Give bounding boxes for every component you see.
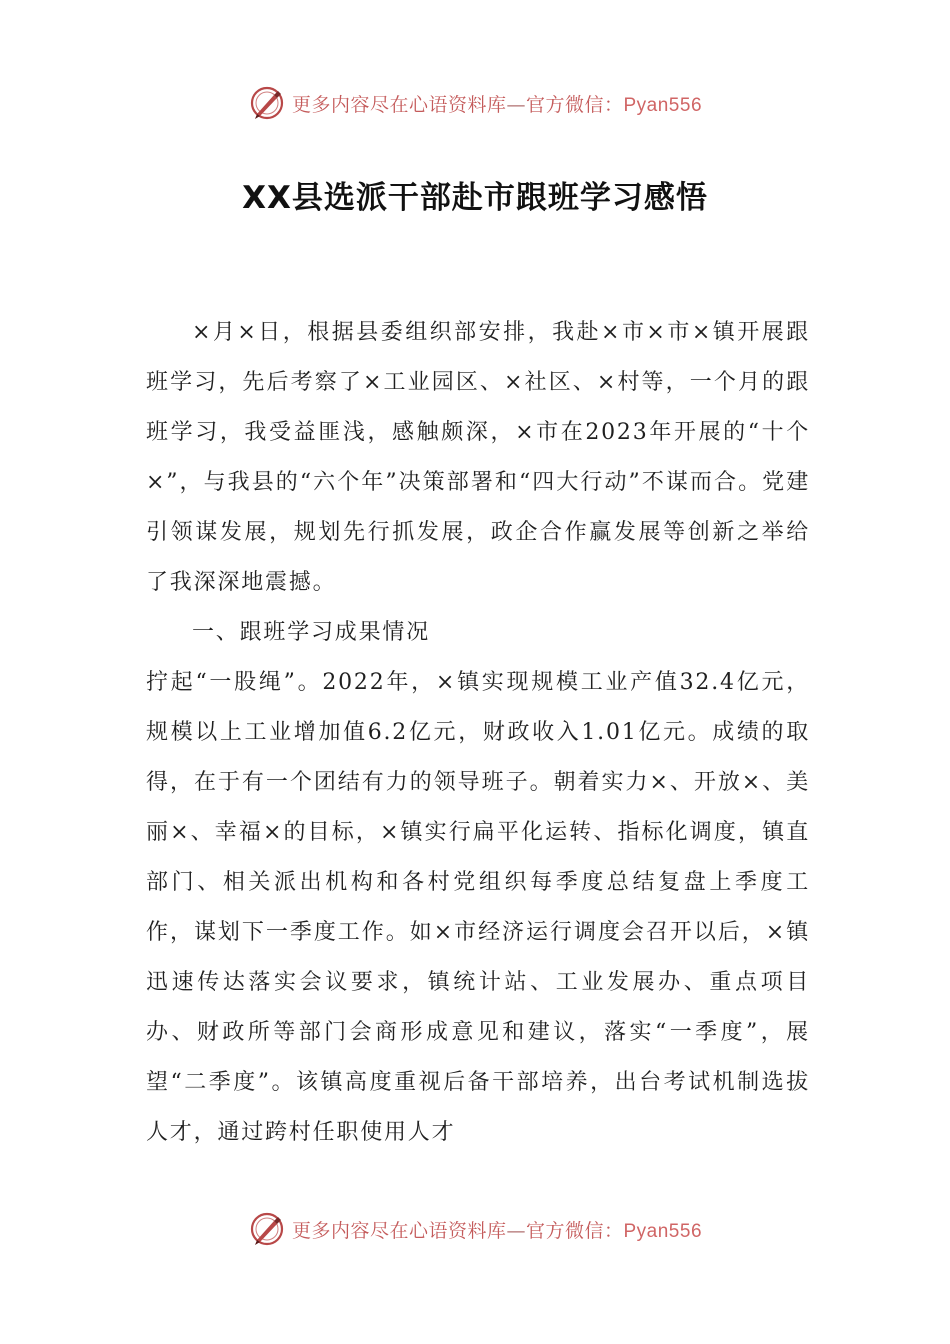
banner-separator: — (506, 93, 526, 116)
section-heading-1: 一、跟班学习成果情况 (192, 620, 431, 645)
banner-text (292, 90, 702, 117)
banner-wechat-id: Pyan556 (623, 94, 703, 116)
pen-logo-icon (248, 1210, 286, 1248)
banner-wechat-id: Pyan556 (623, 1220, 703, 1242)
paragraph-section-1: 拧起“一股绳”。2022年，×镇实现规模工业产值32.4亿元，规模以上工业增加值6.2亿元，财政收入1.01亿元。成绩的取得，在于有一个团结有力的领导班子。朝着实力×、开放×、美丽×、幸福×的目标，×镇实行扁平化运转、指标化调度，镇直部门、相关派出机构和各村党组织每季度总结复盘上季度工作，谋划下一季度工作。如×市经济运行调度会召开以后，×镇迅速传达落实会议要求，镇统计站、工业发展办、重点项目办、财政所等部门会商形成意见和建议，落实“一季度”，展望“二季度”。该镇高度重视后备干部培养，出台考试机制选拔人才，通过跨村任职使用人才 (146, 670, 810, 1145)
header-banner (0, 84, 950, 122)
banner-site-name: 更多内容尽在心语资料库 (291, 93, 507, 116)
banner-text (292, 1216, 702, 1243)
banner-separator: — (506, 1219, 526, 1242)
pen-logo-icon (248, 84, 286, 122)
document-title: XX县选派干部赴市跟班学习感悟 (242, 180, 708, 216)
paragraph-intro: ×月×日，根据县委组织部安排，我赴×市×市×镇开展跟班学习，先后考察了×工业园区、×社区、×村等，一个月的跟班学习，我受益匪浅，感触颇深，×市在2023年开展的“十个×”，与我县的“六个年”决策部署和“四大行动”不谋而合。党建引领谋发展，规划先行抓发展，政企合作赢发展等创新之举给了我深深地震撼。 (146, 320, 810, 595)
footer-banner (0, 1210, 950, 1248)
banner-site-name: 更多内容尽在心语资料库 (291, 1219, 507, 1242)
banner-wechat-label: 官方微信： (525, 1219, 624, 1242)
banner-wechat-label: 官方微信： (525, 93, 624, 116)
document-body (146, 308, 810, 1158)
